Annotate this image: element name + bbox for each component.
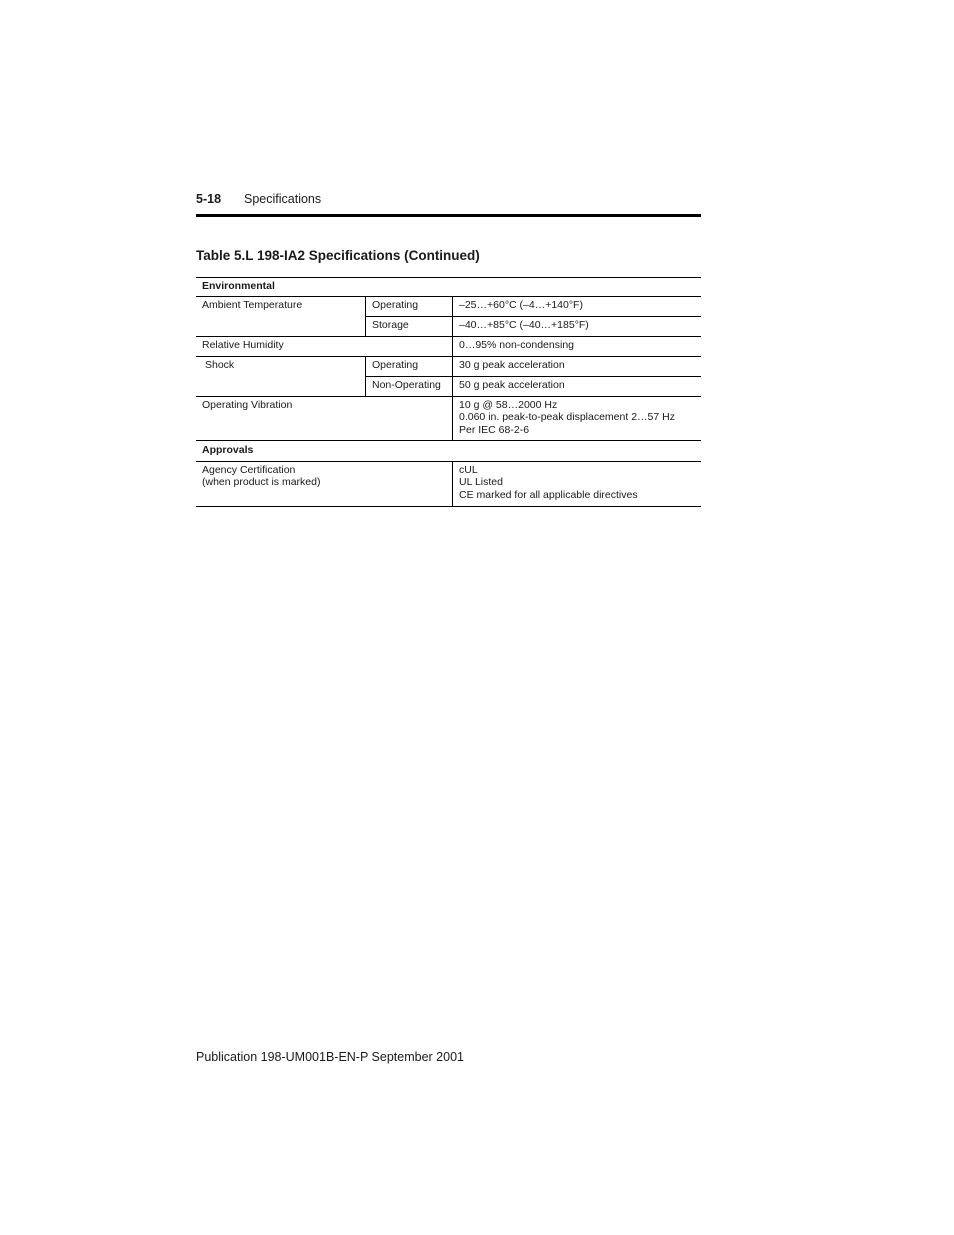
row-value: –40…+85°C (–40…+185°F) <box>453 316 702 336</box>
row-condition: Storage <box>366 316 453 336</box>
table-row <box>196 336 701 356</box>
section-environmental: Environmental <box>196 278 701 297</box>
spec-table <box>196 277 701 507</box>
label-line: Agency Certification <box>202 463 296 476</box>
table-row <box>196 316 701 336</box>
row-value: 0…95% non-condensing <box>453 336 702 356</box>
row-label: Ambient Temperature <box>196 296 366 316</box>
table-row <box>196 356 701 376</box>
row-condition: Operating <box>366 356 453 376</box>
table-title: Table 5.L 198-IA2 Specifications (Continued) <box>196 248 480 263</box>
row-label: Relative Humidity <box>196 336 366 356</box>
row-value: –25…+60°C (–4…+140°F) <box>453 296 702 316</box>
row-condition: Operating <box>366 296 453 316</box>
publication-footer: Publication 198-UM001B-EN-P September 2001 <box>196 1050 464 1064</box>
page-header <box>196 192 701 206</box>
header-rule <box>196 214 701 217</box>
row-value: 50 g peak acceleration <box>453 376 702 396</box>
value-line: Per IEC 68-2-6 <box>459 423 530 436</box>
row-value <box>453 461 702 507</box>
section-name: Specifications <box>244 192 322 206</box>
row-condition <box>366 336 453 356</box>
value-line: cUL <box>459 463 478 476</box>
table-row <box>196 296 701 316</box>
page-number: 5-18 <box>196 192 222 206</box>
label-line: (when product is marked) <box>202 476 321 488</box>
section-row <box>196 441 701 462</box>
table-row <box>196 461 701 507</box>
row-label <box>196 461 366 507</box>
value-line: CE marked for all applicable directives <box>459 488 638 501</box>
row-value: 30 g peak acceleration <box>453 356 702 376</box>
row-label <box>196 316 366 336</box>
row-condition <box>366 396 453 441</box>
row-label: Shock <box>196 356 366 376</box>
section-row <box>196 278 701 297</box>
value-line: 10 g @ 58…2000 Hz <box>459 398 558 411</box>
row-value <box>453 396 702 441</box>
row-label: Operating Vibration <box>196 396 366 441</box>
row-condition <box>366 461 453 507</box>
table-row <box>196 376 701 396</box>
section-approvals: Approvals <box>196 441 701 462</box>
value-line: UL Listed <box>459 476 503 488</box>
value-line: 0.060 in. peak-to-peak displacement 2…57 Hz <box>459 411 675 423</box>
table-row <box>196 396 701 441</box>
row-condition: Non-Operating <box>366 376 453 396</box>
row-label <box>196 376 366 396</box>
